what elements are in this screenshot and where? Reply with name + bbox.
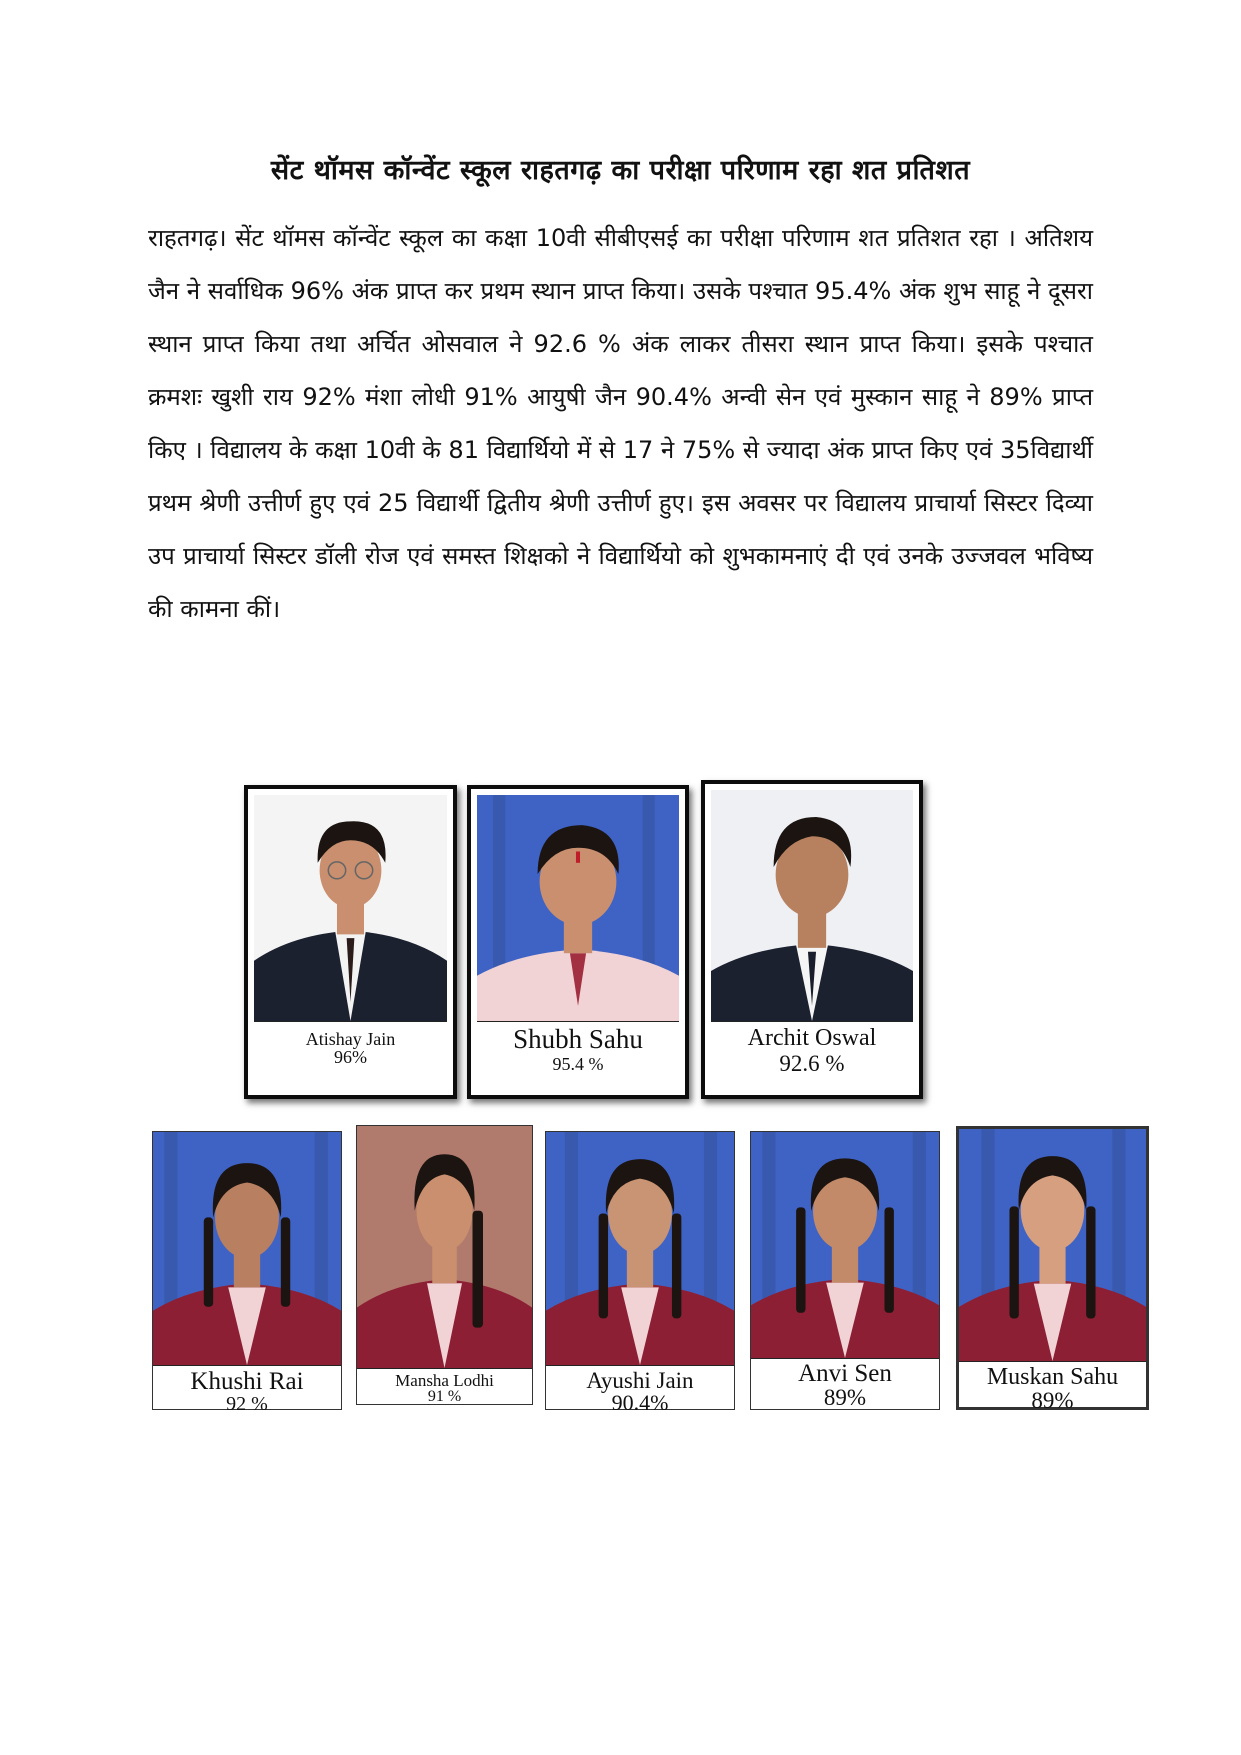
- article-body: राहतगढ़। सेंट थॉमस कॉन्वेंट स्कूल का कक्षा 10वी सीबीएसई का परीक्षा परिणाम शत प्रतिशत रहा । अतिशय जैन ने सर्वाधिक 96% अंक प्राप्त कर प्रथम स्थान प्राप्त किया। उसके पश्चात 95.4% अंक शुभ साहू ने दूसरा स्थान प्राप्त किया तथा अर्चित ओसवाल ने 92.6 % अंक लाकर तीसरा स्थान प्राप्त किया। इसके पश्चात क्रमशः खुशी राय 92% मंशा लोधी 91% आयुषी जैन 90.4% अन्वी सेन एवं मुस्कान साहू ने 89% प्राप्त किए । विद्यालय के कक्षा 10वी के 81 विद्यार्थियो में से 17 ने 75% से ज्यादा अंक प्राप्त किए एवं 35विद्यार्थी प्रथम श्रेणी उत्तीर्ण हुए एवं 25 विद्यार्थी द्वितीय श्रेणी उत्तीर्ण हुए। इस अवसर पर विद्यालय प्राचार्या सिस्टर दिव्या उप प्राचार्या सिस्टर डॉली रोज एवं समस्त शिक्षको ने विद्यार्थियो को शुभकामनाएं दी एवं उनके उज्जवल भविष्य की कामना कीं।: [148, 224, 1093, 623]
- photo-card-topper-2: [467, 785, 689, 1099]
- photo-card-student-3: [545, 1131, 735, 1415]
- student-percent: 89%: [823, 1385, 867, 1410]
- student-percent: 91 %: [427, 1388, 462, 1405]
- caption-khushi: [153, 1365, 341, 1415]
- student-name: Muskan Sahu: [986, 1364, 1119, 1390]
- caption-mansha: [357, 1368, 532, 1404]
- student-name: Atishay Jain: [305, 1029, 396, 1049]
- student-photo-mansha: [357, 1126, 532, 1368]
- student-name: Anvi Sen: [798, 1360, 892, 1387]
- caption-archit: [711, 1021, 913, 1089]
- student-photo-ayushi: [546, 1132, 734, 1365]
- caption-shubh: [477, 1021, 679, 1089]
- student-name: Shubh Sahu: [513, 1024, 643, 1054]
- student-name: Archit Oswal: [747, 1025, 877, 1051]
- caption-ayushi: [546, 1365, 734, 1415]
- student-percent: 90.4%: [611, 1390, 669, 1415]
- article-headline: सेंट थॉमस कॉन्वेंट स्कूल राहतगढ़ का परीक्षा परिणाम रहा शत प्रतिशत: [270, 155, 971, 186]
- student-percent: 92 %: [226, 1393, 268, 1415]
- caption-atishay: [254, 1021, 447, 1089]
- student-percent: 92.6 %: [779, 1051, 845, 1076]
- student-name: Mansha Lodhi: [395, 1371, 494, 1390]
- student-photo-anvi: [751, 1132, 939, 1358]
- student-percent: 89%: [1031, 1388, 1074, 1413]
- student-name: Khushi Rai: [190, 1368, 304, 1395]
- photo-card-student-1: [152, 1131, 342, 1415]
- photo-card-topper-1: [244, 785, 457, 1099]
- student-percent: 95.4 %: [552, 1054, 604, 1074]
- student-photo-muskan: [959, 1129, 1146, 1361]
- student-photo-atishay: [254, 795, 447, 1021]
- photo-card-student-2: [356, 1125, 533, 1405]
- photo-card-student-5: [956, 1126, 1149, 1413]
- photo-card-topper-3: [701, 780, 923, 1099]
- student-name: Ayushi Jain: [586, 1368, 694, 1393]
- student-photo-archit: [711, 790, 913, 1021]
- student-photo-khushi: [153, 1132, 341, 1365]
- caption-anvi: [751, 1358, 939, 1409]
- photo-card-student-4: [750, 1131, 940, 1410]
- student-photo-shubh: [477, 795, 679, 1021]
- student-percent: 96%: [334, 1047, 367, 1067]
- caption-muskan: [959, 1361, 1146, 1413]
